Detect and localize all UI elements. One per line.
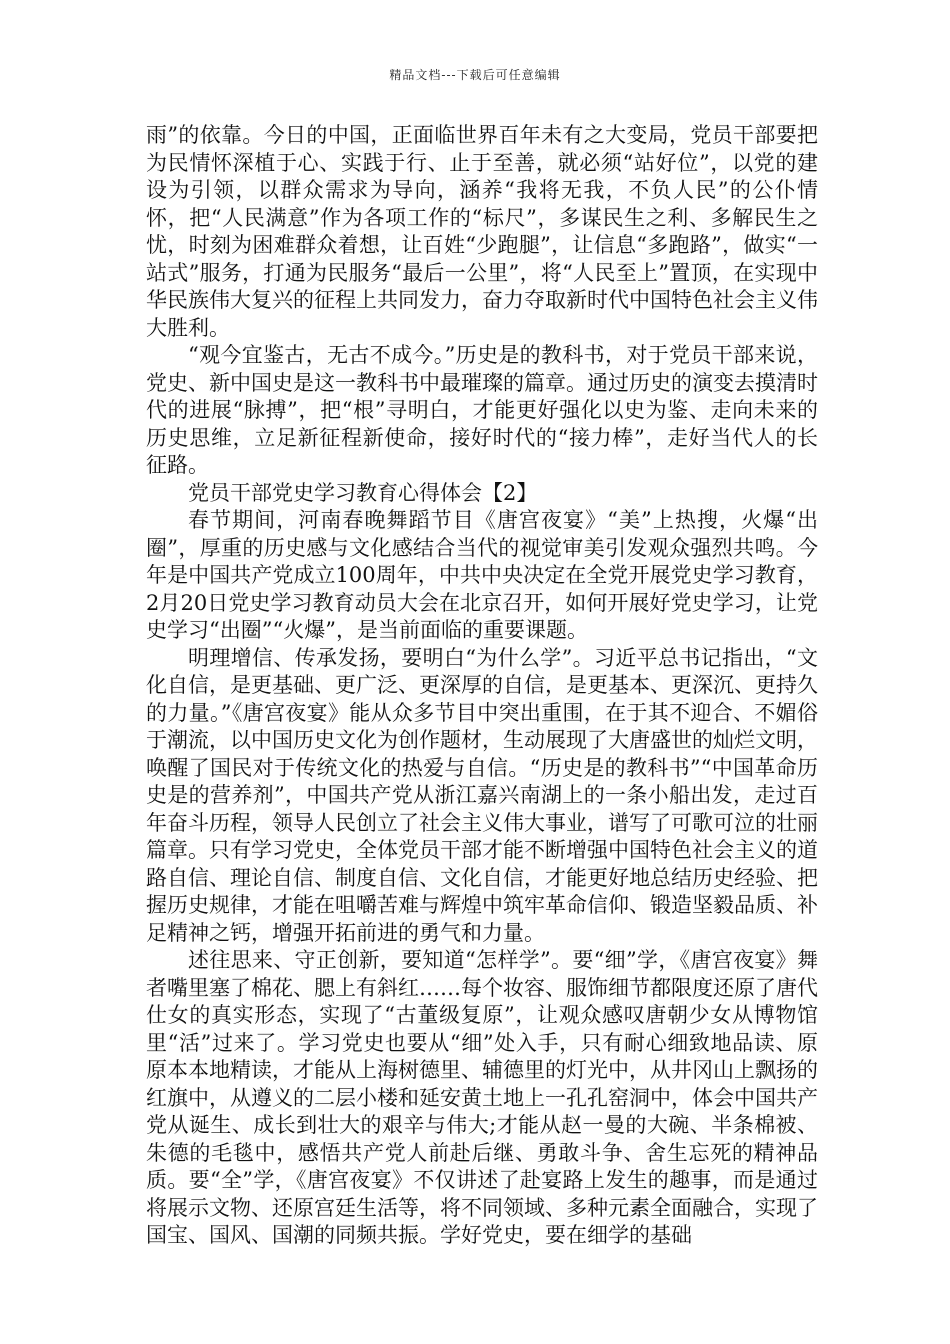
section-heading: 党员干部党史学习教育心得体会【2】 (188, 480, 538, 505)
paragraph-5: 述往思来、守正创新，要知道“怎样学”。要“细”学，《唐宫夜宴》舞者嘴里塞了棉花、腮上有斜红……每个妆容、服饰细节都限度还原了唐代仕女的真实形态，实现了“古董级复原”，让观众感叹唐朝少女从博物馆里“活”过来了。学习党史也要从“细”处入手，只有耐心细致地品读、原原本本地精读，才能从上海树德里、辅德里的灯光中，从井冈山上飘扬的红旗中，从遵义的二层小楼和延安黄土地上一孔孔窑洞中，体会中国共产党从诞生、成长到壮大的艰辛与伟大;才能从赵一曼的大碗、半条棉被、朱德的毛毯中，感悟共产党人前赴后继、勇敢斗争、舍生忘死的精神品质。要“全”学，《唐宫夜宴》不仅讲述了赴宴路上发生的趣事，而是通过将展示文物、还原宫廷生活等，将不同领域、多种元素全面融合，实现了国宝、国风、国潮的同频共振。学好党史，要在细学的基础 (146, 948, 818, 1247)
document-body (146, 122, 818, 1250)
paragraph-2: “观今宜鉴古，无古不成今。”历史是的教科书，对于党员干部来说，党史、新中国史是这一教科书中最璀璨的篇章。通过历史的演变去摸清时代的进展“脉搏”，把“根”寻明白，才能更好强化以史为鉴、走向未来的历史思维，立足新征程新使命，接好时代的“接力棒”，走好当代人的长征路。 (146, 343, 818, 477)
paragraph-3: 春节期间，河南春晚舞蹈节目《唐宫夜宴》“美”上热搜，火爆“出圈”，厚重的历史感与文化感结合当代的视觉审美引发观众强烈共鸣。今年是中国共产党成立100周年，中共中央决定在全党开展党史学习教育，2月20日党史学习教育动员大会在北京召开，如何开展好党史学习，让党史学习“出圈”“火爆”，是当前面临的重要课题。 (146, 508, 818, 642)
paragraph-1: 雨”的依靠。今日的中国，正面临世界百年未有之大变局，党员干部要把为民情怀深植于心、实践于行、止于至善，就必须“站好位”，以党的建设为引领，以群众需求为导向，涵养“我将无我，不负人民”的公仆情怀，把“人民满意”作为各项工作的“标尺”，多谋民生之利、多解民生之忧，时刻为困难群众着想，让百姓“少跑腿”，让信息“多跑路”，做实“一站式”服务，打通为民服务“最后一公里”，将“人民至上”置顶，在实现中华民族伟大复兴的征程上共同发力，奋力夺取新时代中国特色社会主义伟大胜利。 (146, 123, 818, 340)
page-header: 精品文档---下载后可任意编辑 (389, 68, 561, 82)
paragraph-4: 明理增信、传承发扬，要明白“为什么学”。习近平总书记指出，“文化自信，是更基础、更广泛、更深厚的自信，是更基本、更深沉、更持久的力量。”《唐宫夜宴》能从众多节目中突出重围，在于其不迎合、不媚俗于潮流，以中国历史文化为创作题材，生动展现了大唐盛世的灿烂文明，唤醒了国民对于传统文化的热爱与自信。“历史是的教科书”“中国革命历史是的营养剂”，中国共产党从浙江嘉兴南湖上的一条小船出发，走过百年奋斗历程，领导人民创立了社会主义伟大事业，谱写了可歌可泣的壮丽篇章。只有学习党史，全体党员干部才能不断增强中国特色社会主义的道路自信、理论自信、制度自信、文化自信，才能更好地总结历史经验、把握历史规律，才能在咀嚼苦难与辉煌中筑牢革命信仰、锻造坚毅品质、补足精神之钙，增强开拓前进的勇气和力量。 (146, 645, 818, 945)
